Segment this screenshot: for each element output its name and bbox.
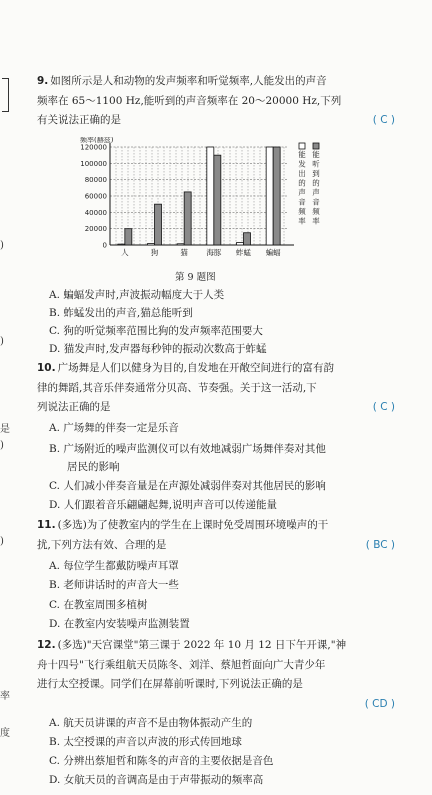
stem-line: 广场舞是人们以健身为目的,自发地在开敞空间进行的富有韵 xyxy=(57,362,334,374)
option-d: D. 在教室内安装噪声监测装置 xyxy=(49,618,190,630)
margin-fragment: ) xyxy=(0,240,4,251)
legend-label-char: 出 xyxy=(298,169,306,178)
x-tick-label: 人 xyxy=(121,248,129,257)
option-d: D. 猫发声时,发声器每秒钟的振动次数高于蚱蜢 xyxy=(49,343,267,355)
option-c: C. 狗的听觉频率范围比狗的发声频率范围要大 xyxy=(49,325,263,337)
margin-fragment: 度 xyxy=(0,728,10,739)
option-a: A. 航天员讲课的声音不是由物体振动产生的 xyxy=(49,717,253,729)
question-number: 9. xyxy=(37,75,49,87)
y-tick-label: 120000 xyxy=(80,143,107,152)
question-11-stem xyxy=(37,516,395,555)
stem-line: 如图所示是人和动物的发声频率和听觉频率,人能发出的声音 xyxy=(50,75,327,87)
y-tick-label: 80000 xyxy=(84,176,107,185)
stem-line: 进行太空授课。同学们在屏幕前听课时,下列说法正确的是 xyxy=(37,678,303,690)
x-tick-label: 蝙蝠 xyxy=(265,248,281,257)
margin-fragment: 是 xyxy=(0,424,10,435)
y-axis-label: 频率(赫兹) xyxy=(80,137,114,144)
option-b: B. 蚱蜢发出的声音,猫总能听到 xyxy=(49,307,193,319)
x-tick-label: 海豚 xyxy=(206,248,222,257)
margin-fragment: ) xyxy=(0,536,4,547)
margin-fragment: ) xyxy=(0,336,4,347)
bar xyxy=(266,147,273,245)
bar xyxy=(207,147,214,245)
option-a: A. 蝙蝠发声时,声波振动幅度大于人类 xyxy=(49,289,225,301)
option-b: B. 太空授课的声音以声波的形式传回地球 xyxy=(49,736,242,748)
option-d: D. 女航天员的音调高是由于声带振动的频率高 xyxy=(49,774,264,786)
answer-mark: ( CD ) xyxy=(364,697,395,710)
legend-swatch xyxy=(299,143,305,149)
bar xyxy=(155,204,162,245)
answer-mark: ( C ) xyxy=(372,401,395,413)
stem-line: (多选)"天宫课堂"第三课于 2022 年 10 月 12 日下午开课,"神 xyxy=(57,639,347,651)
legend-label-char: 声 xyxy=(312,188,320,197)
x-tick-label: 狗 xyxy=(150,248,159,257)
bar xyxy=(177,244,184,245)
legend-label-char: 发 xyxy=(298,159,306,169)
answer-mark: ( C ) xyxy=(372,114,395,126)
y-tick-label: 20000 xyxy=(84,225,107,234)
margin-bracket xyxy=(2,78,9,112)
x-tick-label: 猫 xyxy=(180,248,188,257)
y-tick-label: 40000 xyxy=(84,208,107,217)
legend-label-char: 听 xyxy=(312,159,320,169)
stem-line: 有关说法正确的是 xyxy=(37,114,121,126)
bar xyxy=(214,155,221,245)
stem-line: 扰,下列方法有效、合理的是 xyxy=(37,538,167,551)
option-b: B. 广场附近的噪声监测仪可以有效地减弱广场舞伴奏对其他 xyxy=(49,443,326,455)
bar xyxy=(148,244,155,245)
stem-line: 频率在 65～1100 Hz,能听到的声音频率在 20～20000 Hz,下列 xyxy=(37,94,342,107)
question-number: 11. xyxy=(37,519,56,531)
figure-caption: 第 9 题图 xyxy=(175,272,216,283)
option-a: A. 广场舞的伴奏一定是乐音 xyxy=(49,422,179,434)
bar xyxy=(244,233,251,245)
question-10-stem xyxy=(37,359,395,418)
bar xyxy=(273,147,280,245)
legend-label-char: 率 xyxy=(312,216,320,226)
option-c: C. 在教室周围多植树 xyxy=(49,599,148,611)
question-9-stem xyxy=(37,72,395,131)
legend-label-char: 频 xyxy=(312,207,320,216)
bar xyxy=(184,192,191,245)
margin-fragment: ) xyxy=(0,440,4,451)
option-c: C. 人们减小伴奏音量是在声源处减弱伴奏对其他居民的影响 xyxy=(49,480,326,492)
legend-label-char: 音 xyxy=(298,197,306,207)
legend-label-char: 的 xyxy=(298,178,306,188)
stem-line: 列说法正确的是 xyxy=(37,401,111,413)
legend-label-char: 音 xyxy=(312,197,320,207)
legend-label-char: 能 xyxy=(312,150,320,159)
stem-line: (多选)为了使教室内的学生在上课时免受周围环境噪声的干 xyxy=(57,519,329,531)
answer-mark: ( BC ) xyxy=(365,538,395,551)
option-a: A. 每位学生都戴防噪声耳罩 xyxy=(49,560,179,572)
legend-label-char: 声 xyxy=(298,188,306,197)
legend-label-char: 率 xyxy=(298,216,306,226)
legend-label-char: 频 xyxy=(298,207,306,216)
legend-swatch xyxy=(313,143,319,149)
frequency-bar-chart xyxy=(70,137,370,262)
question-12-stem xyxy=(37,636,395,714)
option-b: B. 老师讲话时的声音大一些 xyxy=(49,579,179,591)
margin-fragment: 率 xyxy=(0,691,10,702)
y-tick-label: 100000 xyxy=(80,159,107,168)
stem-line: 律的舞蹈,其音乐伴奏通常分贝高、节奏强。关于这一活动,下 xyxy=(37,381,317,394)
y-tick-label: 0 xyxy=(102,241,107,250)
legend-label-char: 到 xyxy=(312,169,320,178)
legend-label-char: 能 xyxy=(298,150,306,159)
legend-label-char: 的 xyxy=(312,178,320,188)
bar xyxy=(237,243,244,245)
bar xyxy=(125,229,132,245)
option-d: D. 人们跟着音乐翩翩起舞,说明声音可以传递能量 xyxy=(49,499,278,511)
y-tick-label: 60000 xyxy=(84,192,107,201)
option-b-continued: 居民的影响 xyxy=(67,461,120,473)
option-c: C. 分辨出蔡旭哲和陈冬的声音的主要依据是音色 xyxy=(49,755,274,767)
bar xyxy=(118,244,125,245)
x-tick-label: 蚱蜢 xyxy=(236,248,251,257)
question-number: 12. xyxy=(37,639,56,651)
stem-line: 舟十四号"飞行乘组航天员陈冬、刘洋、蔡旭哲面向广大青少年 xyxy=(37,658,326,671)
question-number: 10. xyxy=(37,362,56,374)
